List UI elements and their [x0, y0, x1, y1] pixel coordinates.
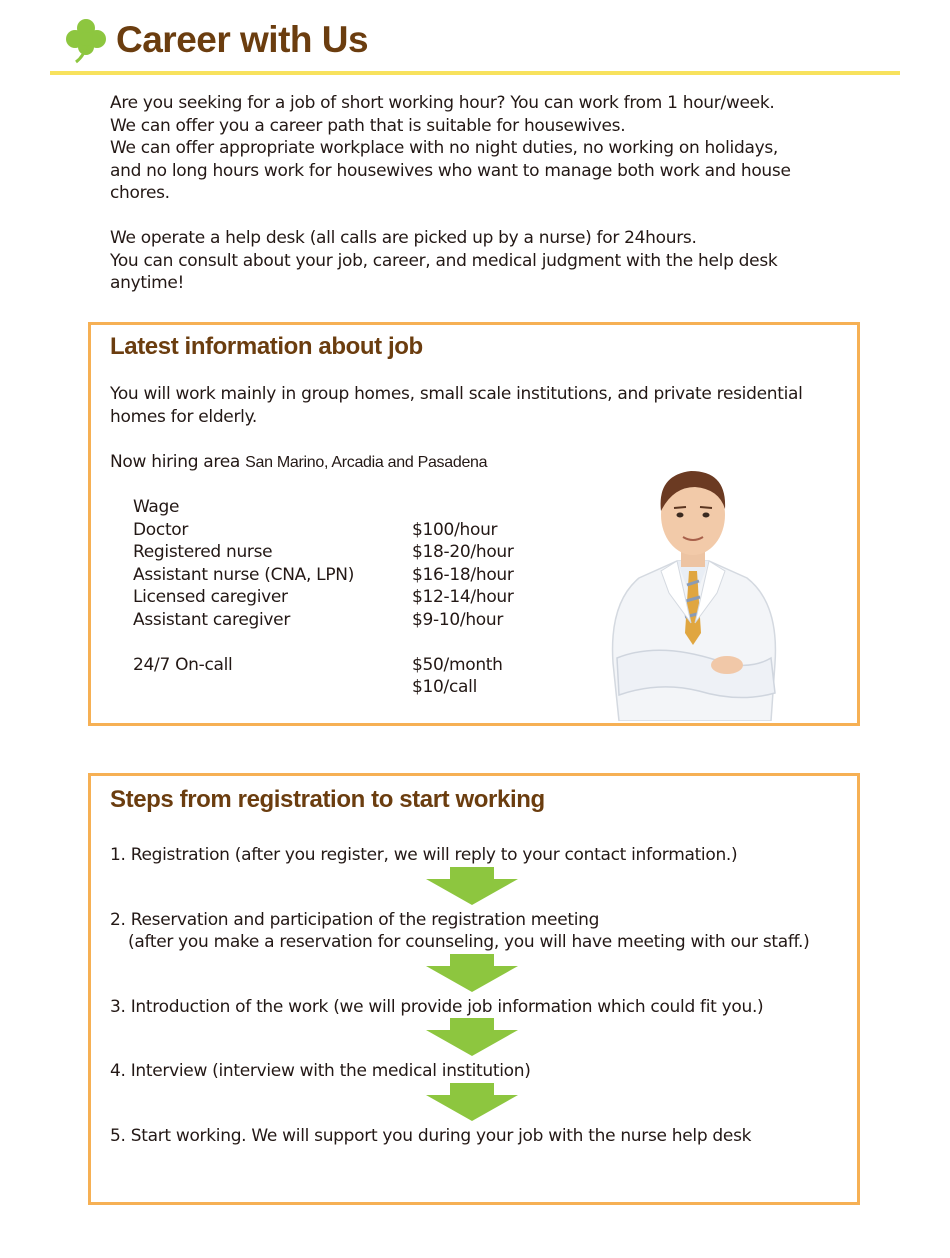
oncall-row: $10/call: [412, 677, 477, 697]
wage-row: Licensed caregiver $12-14/hour: [133, 587, 514, 607]
intro-line: and no long hours work for housewives who want to manage both work and house: [110, 160, 791, 181]
job-info-box: [88, 322, 860, 726]
intro-line: chores.: [110, 183, 170, 203]
steps-title: Steps from registration to start working: [110, 786, 545, 813]
step-item: 1. Registration (after you register, we will reply to your contact information.): [110, 845, 738, 865]
steps-list: [110, 844, 850, 1147]
intro-line: You can consult about your job, career, and medical judgment with the help desk: [110, 250, 778, 271]
wage-row: Doctor $100/hour: [133, 519, 498, 540]
intro-line: We can offer you a career path that is suitable for housewives.: [110, 115, 626, 136]
oncall-row: 24/7 On-call $50/month: [133, 654, 503, 675]
down-arrow-icon: [426, 954, 518, 992]
job-description: You will work mainly in group homes, small scale institutions, and private residential homes for elderly.: [110, 384, 803, 427]
steps-box: [88, 773, 860, 1205]
clover-icon: [62, 16, 110, 64]
down-arrow-icon: [426, 1018, 518, 1056]
hiring-area-value: San Marino, Arcadia and Pasadena: [245, 454, 488, 471]
intro-line: Are you seeking for a job of short working hour? You can work from 1 hour/week.: [110, 93, 775, 113]
page-title: Career with Us: [116, 19, 369, 60]
intro-line: We operate a help desk (all calls are picked up by a nurse) for 24hours.: [110, 228, 697, 248]
wage-table: [133, 496, 514, 699]
page-header: [62, 12, 368, 68]
intro-line: We can offer appropriate workplace with no night duties, no working on holidays,: [110, 138, 778, 158]
wage-row: Assistant caregiver $9-10/hour: [133, 609, 504, 630]
step-item: 3. Introduction of the work (we will provide job information which could fit you.): [110, 996, 764, 1017]
wage-row: Assistant nurse (CNA, LPN) $16-18/hour: [133, 564, 514, 585]
job-info-title: Latest information about job: [110, 333, 423, 360]
hiring-label: Now hiring area: [110, 452, 246, 472]
wage-row: Registered nurse $18-20/hour: [133, 542, 514, 562]
doctor-illustration: [599, 453, 787, 721]
hiring-area: [110, 452, 487, 472]
intro-text: [110, 92, 830, 295]
wage-heading: Wage: [133, 497, 180, 517]
intro-line: anytime!: [110, 273, 185, 293]
step-item: 5. Start working. We will support you during your job with the nurse help desk: [110, 1125, 752, 1146]
step-item: 4. Interview (interview with the medical institution): [110, 1061, 531, 1081]
step-item: 2. Reservation and participation of the registration meeting (after you make a reservation for counseling, you will have meeting with our staff.): [110, 909, 810, 952]
down-arrow-icon: [426, 1083, 518, 1121]
header-rule: [50, 71, 900, 75]
down-arrow-icon: [426, 867, 518, 905]
